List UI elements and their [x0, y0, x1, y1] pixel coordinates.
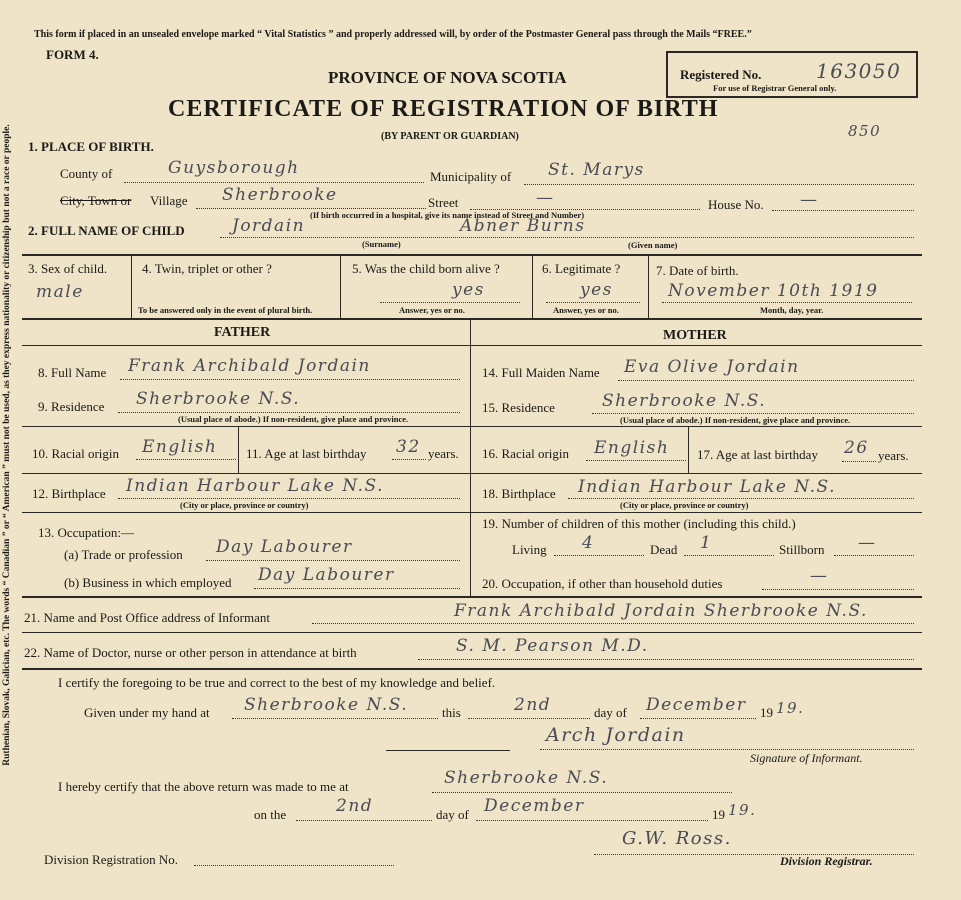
village-value: Sherbrooke — [222, 185, 338, 205]
father-residence-label: 9. Residence — [38, 399, 105, 414]
mother-race-label: 16. Racial origin — [482, 446, 570, 461]
county-value: Guysborough — [168, 158, 300, 178]
registrar-day: 2nd — [336, 796, 374, 816]
top-notice: This form if placed in an unsealed envelope marked “ Vital Statistics ” and properly addressed will, by order of the Postmaster General pass through the Mails “FREE.” — [34, 29, 752, 40]
registrar-day-of: day of — [436, 807, 469, 822]
given-year-prefix: 19 — [760, 705, 773, 720]
given-caption: (Given name) — [628, 240, 678, 250]
doctor-value: S. M. Pearson M.D. — [456, 636, 649, 656]
registered-note: For use of Registrar General only. — [713, 83, 837, 93]
father-birthplace-label: 12. Birthplace — [32, 486, 106, 501]
alive-label: 5. Was the child born alive ? — [352, 261, 500, 276]
mother-race: English — [594, 438, 670, 458]
house-label: House No. — [708, 197, 764, 212]
mother-age-label: 17. Age at last birthday — [697, 447, 818, 462]
sex-label: 3. Sex of child. — [28, 261, 108, 276]
registrar-year-prefix: 19 — [712, 807, 725, 822]
mother-occupation-label: 20. Occupation, if other than household duties — [482, 576, 723, 591]
stillborn-label: Stillborn — [779, 542, 825, 557]
registered-box — [666, 51, 918, 98]
given-label: Given under my hand at — [84, 705, 210, 720]
village-label: Village — [150, 193, 188, 208]
legitimate-note: Answer, yes or no. — [553, 305, 619, 315]
province-heading: PROVINCE OF NOVA SCOTIA — [328, 68, 567, 87]
twin-label: 4. Twin, triplet or other ? — [142, 261, 272, 276]
living-value: 4 — [582, 533, 595, 553]
surname-caption: (Surname) — [362, 239, 401, 249]
informant-value: Frank Archibald Jordain Sherbrooke N.S. — [454, 601, 868, 621]
dead-value: 1 — [700, 533, 713, 553]
father-residence: Sherbrooke N.S. — [136, 389, 301, 409]
child-surname: Jordain — [232, 216, 306, 236]
side-note: Ruthenian, Slovak, Galician, etc. The words “ Canadian ” or “ American ” must not be used, as they express nationality or citizenship but not a race or people. — [2, 124, 12, 766]
given-day-of: day of — [594, 705, 627, 720]
stillborn-value: — — [858, 533, 877, 553]
alive-value: yes — [452, 280, 485, 300]
business-value: Day Labourer — [258, 565, 395, 585]
informant-signature: Arch Jordain — [546, 724, 686, 746]
municipality-value: St. Marys — [548, 160, 645, 180]
mother-heading: MOTHER — [663, 328, 727, 343]
mother-residence-label: 15. Residence — [482, 400, 555, 415]
given-month: December — [646, 695, 747, 715]
registrar-caption: Division Registrar. — [780, 854, 873, 868]
doctor-label: 22. Name of Doctor, nurse or other person in attendance at birth — [24, 645, 357, 660]
mother-residence-note: (Usual place of abode.) If non-resident, give place and province. — [620, 415, 851, 425]
mother-residence: Sherbrooke N.S. — [602, 391, 767, 411]
margin-mark: 850 — [848, 122, 882, 140]
father-birthplace: Indian Harbour Lake N.S. — [126, 476, 384, 496]
living-label: Living — [512, 542, 547, 557]
mother-name: Eva Olive Jordain — [624, 357, 800, 377]
trade-value: Day Labourer — [216, 537, 353, 557]
birth-date-value: November 10th 1919 — [668, 281, 879, 301]
form-number: FORM 4. — [46, 47, 99, 62]
occupation-heading: 13. Occupation:— — [38, 525, 135, 540]
registrar-year: 19. — [728, 801, 757, 819]
business-label: (b) Business in which employed — [64, 575, 232, 590]
street-label: Street — [428, 195, 459, 210]
mother-years: years. — [878, 448, 909, 463]
city-label-struck: City, Town or — [60, 193, 132, 208]
father-age-label: 11. Age at last birthday — [246, 446, 367, 461]
registered-number: 163050 — [816, 59, 902, 83]
given-year: 19. — [776, 699, 805, 717]
county-label: County of — [60, 166, 113, 181]
father-race-label: 10. Racial origin — [32, 446, 120, 461]
father-age: 32 — [396, 437, 421, 457]
mother-occupation-value: — — [810, 566, 829, 586]
father-years: years. — [428, 446, 459, 461]
father-race: English — [142, 437, 218, 457]
legitimate-label: 6. Legitimate ? — [542, 261, 621, 276]
given-place: Sherbrooke N.S. — [244, 695, 409, 715]
this-label: this — [442, 705, 461, 720]
legitimate-value: yes — [580, 280, 613, 300]
father-residence-note: (Usual place of abode.) If non-resident, give place and province. — [178, 414, 409, 424]
father-name: Frank Archibald Jordain — [128, 356, 371, 376]
registrar-on-label: on the — [254, 807, 287, 822]
alive-note: Answer, yes or no. — [399, 305, 465, 315]
birth-date-note: Month, day, year. — [760, 305, 824, 315]
child-name-label: 2. FULL NAME OF CHILD — [28, 223, 185, 238]
mother-name-label: 14. Full Maiden Name — [482, 365, 600, 380]
house-value: — — [800, 190, 819, 210]
child-given-name: Abner Burns — [460, 216, 586, 236]
birth-date-label: 7. Date of birth. — [656, 263, 739, 278]
dead-label: Dead — [650, 542, 678, 557]
informant-label: 21. Name and Post Office address of Informant — [24, 610, 270, 625]
registered-label: Registered No. — [680, 67, 762, 82]
father-birthplace-note: (City or place, province or country) — [180, 500, 309, 510]
municipality-label: Municipality of — [430, 169, 512, 184]
twin-note: To be answered only in the event of plural birth. — [138, 305, 313, 315]
place-of-birth-heading: 1. PLACE OF BIRTH. — [28, 139, 154, 154]
mother-birthplace-note: (City or place, province or country) — [620, 500, 749, 510]
certify-text: I certify the foregoing to be true and correct to the best of my knowledge and belief. — [58, 675, 496, 690]
document-title: CERTIFICATE OF REGISTRATION OF BIRTH — [168, 96, 719, 122]
mother-birthplace-label: 18. Birthplace — [482, 486, 556, 501]
registrar-place: Sherbrooke N.S. — [444, 768, 609, 788]
sex-value: male — [36, 282, 84, 302]
informant-signature-caption: Signature of Informant. — [750, 751, 863, 765]
registrar-signature: G.W. Ross. — [622, 828, 732, 849]
father-name-label: 8. Full Name — [38, 365, 107, 380]
mother-age: 26 — [844, 438, 869, 458]
given-day: 2nd — [514, 695, 552, 715]
trade-label: (a) Trade or profession — [64, 547, 183, 562]
registrar-text: I hereby certify that the above return was made to me at — [58, 779, 349, 794]
street-value: — — [536, 188, 555, 208]
registrar-month: December — [484, 796, 585, 816]
mother-birthplace: Indian Harbour Lake N.S. — [578, 477, 836, 497]
division-registration-label: Division Registration No. — [44, 852, 178, 867]
document-subtitle: (BY PARENT OR GUARDIAN) — [381, 131, 519, 142]
children-label: 19. Number of children of this mother (including this child.) — [482, 516, 796, 531]
father-heading: FATHER — [214, 325, 271, 340]
hospital-note: (If birth occurred in a hospital, give its name instead of Street and Number) — [310, 210, 585, 220]
